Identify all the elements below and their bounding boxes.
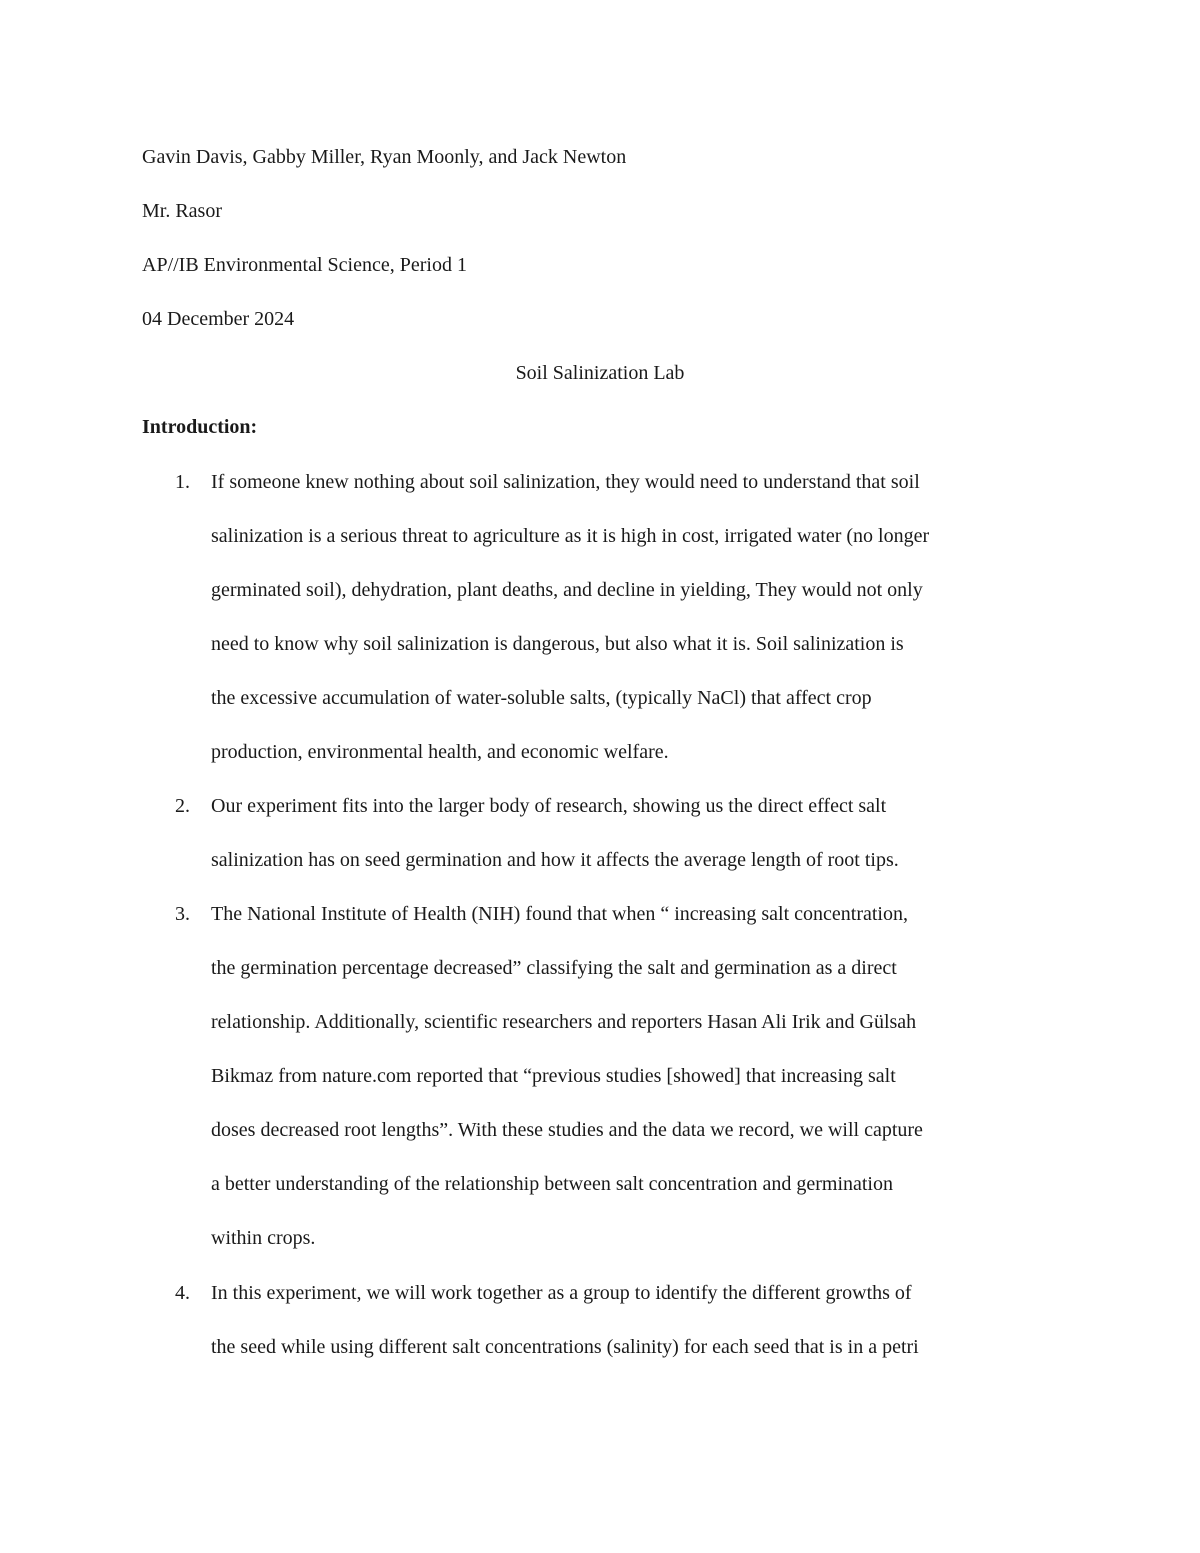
list-item-line: the excessive accumulation of water-soluble salts, (typically NaCl) that affect crop: [211, 687, 872, 709]
list-item-line: The National Institute of Health (NIH) found that when “ increasing salt concentration,: [211, 903, 908, 925]
list-item-line: germinated soil), dehydration, plant deaths, and decline in yielding, They would not only: [211, 579, 923, 601]
list-item-number: 4.: [175, 1282, 190, 1304]
list-item-number: 1.: [175, 471, 190, 493]
list-item-line: the seed while using different salt concentrations (salinity) for each seed that is in a petri: [211, 1336, 919, 1358]
list-item-line: relationship. Additionally, scientific researchers and reporters Hasan Ali Irik and Gülsah: [211, 1011, 917, 1033]
list-item-number: 3.: [175, 903, 190, 925]
list-item-number: 2.: [175, 795, 190, 817]
document-date: 04 December 2024: [142, 308, 295, 330]
list-item-line: Bikmaz from nature.com reported that “previous studies [showed] that increasing salt: [211, 1065, 896, 1087]
list-item-line: If someone knew nothing about soil salinization, they would need to understand that soil: [211, 471, 920, 493]
list-item-line: need to know why soil salinization is dangerous, but also what it is. Soil salinization is: [211, 633, 904, 655]
list-item-line: Our experiment fits into the larger body of research, showing us the direct effect salt: [211, 795, 887, 817]
list-item-line: within crops.: [211, 1227, 316, 1249]
introduction-heading: Introduction:: [142, 416, 258, 438]
author-names: Gavin Davis, Gabby Miller, Ryan Moonly, and Jack Newton: [142, 146, 627, 168]
document-title: Soil Salinization Lab: [515, 362, 685, 384]
list-item-line: salinization has on seed germination and how it affects the average length of root tips.: [211, 849, 899, 871]
teacher-name: Mr. Rasor: [142, 200, 222, 222]
list-item-line: salinization is a serious threat to agriculture as it is high in cost, irrigated water (no longer: [211, 525, 930, 547]
list-item-line: In this experiment, we will work together as a group to identify the different growths of: [211, 1282, 912, 1304]
list-item-line: a better understanding of the relationship between salt concentration and germination: [211, 1173, 893, 1195]
list-item-line: production, environmental health, and economic welfare.: [211, 741, 669, 763]
list-item-line: doses decreased root lengths”. With these studies and the data we record, we will capture: [211, 1119, 923, 1141]
course-name: AP//IB Environmental Science, Period 1: [142, 254, 467, 276]
list-item-line: the germination percentage decreased” classifying the salt and germination as a direct: [211, 957, 897, 979]
